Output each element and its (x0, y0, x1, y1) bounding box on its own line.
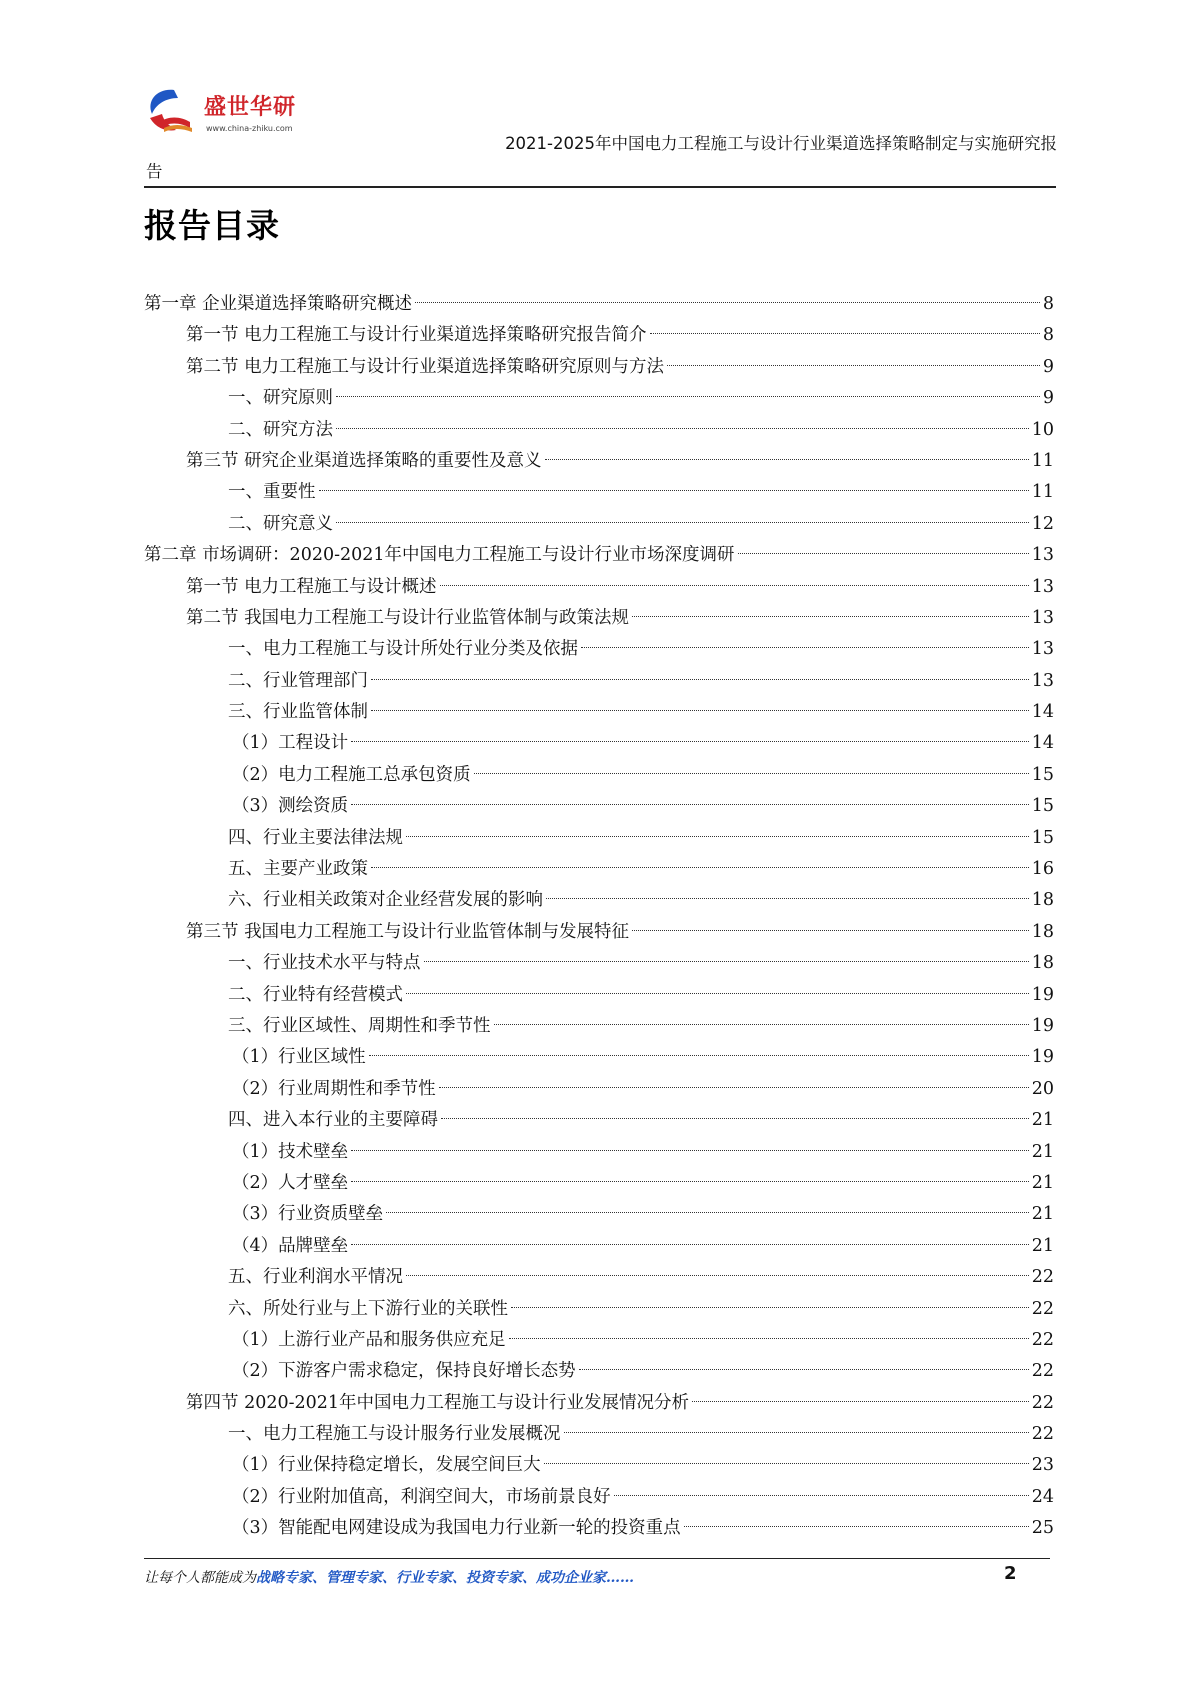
toc-dot-leader (336, 428, 1029, 429)
toc-entry[interactable] (144, 1168, 1054, 1199)
toc-entry-label: 一、电力工程施工与设计所处行业分类及依据 (228, 639, 578, 660)
toc-entry[interactable] (144, 885, 1054, 916)
toc-dot-leader (546, 898, 1029, 899)
toc-entry-label: 五、主要产业政策 (228, 859, 368, 880)
toc-entry-page: 22 (1031, 1329, 1054, 1350)
toc-dot-leader (509, 1338, 1029, 1339)
toc-entry-page: 9 (1042, 388, 1054, 409)
toc-entry-page: 20 (1031, 1078, 1054, 1099)
toc-dot-leader (684, 1526, 1029, 1527)
toc-entry-label: （2）人才壁垒 (232, 1172, 349, 1193)
toc-dot-leader (581, 647, 1029, 648)
toc-dot-leader (351, 804, 1029, 805)
report-title-continuation: 告 (146, 162, 163, 181)
toc-entry[interactable] (144, 509, 1054, 540)
toc-entry-label: 三、行业区域性、周期性和季节性 (228, 1015, 491, 1036)
toc-dot-leader (579, 1369, 1029, 1370)
toc-dot-leader (336, 396, 1040, 397)
toc-entry[interactable] (144, 320, 1054, 351)
toc-entry[interactable] (144, 383, 1054, 414)
toc-entry-page: 15 (1031, 796, 1054, 817)
report-title: 2021-2025年中国电力工程施工与设计行业渠道选择策略制定与实施研究报 (505, 134, 1057, 153)
toc-entry-page: 18 (1031, 921, 1054, 942)
footer-tagline-prefix: 让每个人都能成为 (144, 1570, 256, 1586)
toc-entry[interactable] (144, 352, 1054, 383)
toc-entry-label: （1）工程设计 (232, 733, 349, 754)
toc-entry[interactable] (144, 1325, 1054, 1356)
toc-entry-page: 21 (1031, 1141, 1054, 1162)
toc-entry[interactable] (144, 760, 1054, 791)
toc-entry-label: 第四节 2020-2021年中国电力工程施工与设计行业发展情况分析 (186, 1392, 690, 1413)
toc-entry-label: 第二节 电力工程施工与设计行业渠道选择策略研究原则与方法 (186, 356, 665, 377)
toc-entry-page: 19 (1031, 1047, 1054, 1068)
toc-entry-page: 16 (1031, 859, 1054, 880)
logo-book-swirl-icon (144, 84, 204, 140)
toc-entry[interactable] (144, 1137, 1054, 1168)
toc-dot-leader (441, 1118, 1029, 1119)
toc-entry-page: 22 (1031, 1267, 1054, 1288)
toc-entry-label: （2）行业周期性和季节性 (232, 1078, 436, 1099)
toc-entry-label: 第一节 电力工程施工与设计概述 (186, 576, 437, 597)
toc-entry-page: 13 (1031, 639, 1054, 660)
toc-entry-label: 第二章 市场调研：2020-2021年中国电力工程施工与设计行业市场深度调研 (144, 545, 735, 566)
toc-entry[interactable] (144, 854, 1054, 885)
toc-entry[interactable] (144, 603, 1054, 634)
toc-entry-label: 二、研究意义 (228, 513, 333, 534)
toc-entry-page: 11 (1031, 450, 1054, 471)
toc-entry-label: （2）下游客户需求稳定，保持良好增长态势 (232, 1361, 576, 1382)
toc-entry[interactable] (144, 980, 1054, 1011)
toc-entry[interactable] (144, 1388, 1054, 1419)
toc-entry[interactable] (144, 1231, 1054, 1262)
toc-entry-page: 19 (1031, 984, 1054, 1005)
toc-entry-label: （3）测绘资质 (232, 796, 349, 817)
toc-entry[interactable] (144, 917, 1054, 948)
logo-name: 盛世华研 (204, 95, 297, 120)
toc-dot-leader (351, 1150, 1029, 1151)
toc-entry[interactable] (144, 1482, 1054, 1513)
toc-entry-page: 19 (1031, 1015, 1054, 1036)
page-heading: 报告目录 (144, 206, 280, 245)
toc-entry[interactable] (144, 572, 1054, 603)
toc-dot-leader (415, 302, 1040, 303)
toc-entry[interactable] (144, 477, 1054, 508)
toc-dot-leader (440, 585, 1029, 586)
toc-dot-leader (371, 679, 1029, 680)
toc-entry-label: （2）行业附加值高，利润空间大，市场前景良好 (232, 1486, 611, 1507)
toc-dot-leader (336, 522, 1029, 523)
toc-entry-label: 一、行业技术水平与特点 (228, 953, 421, 974)
toc-entry[interactable] (144, 1042, 1054, 1073)
toc-entry-label: 第三节 研究企业渠道选择策略的重要性及意义 (186, 450, 542, 471)
toc-dot-leader (511, 1307, 1029, 1308)
toc-dot-leader (386, 1212, 1029, 1213)
toc-entry[interactable] (144, 1074, 1054, 1105)
toc-entry[interactable] (144, 1105, 1054, 1136)
toc-entry-page: 22 (1031, 1392, 1054, 1413)
toc-entry-label: 四、行业主要法律法规 (228, 827, 403, 848)
toc-entry[interactable] (144, 446, 1054, 477)
toc-dot-leader (351, 741, 1029, 742)
page-number: 2 (1004, 1563, 1017, 1584)
toc-entry-label: 二、行业管理部门 (228, 670, 368, 691)
toc-entry[interactable] (144, 634, 1054, 665)
header-divider (144, 186, 1056, 188)
company-logo (144, 84, 314, 144)
toc-entry[interactable] (144, 697, 1054, 728)
toc-entry-page: 22 (1031, 1361, 1054, 1382)
toc-entry-page: 18 (1031, 953, 1054, 974)
toc-entry-label: 二、研究方法 (228, 419, 333, 440)
toc-entry[interactable] (144, 1294, 1054, 1325)
toc-entry[interactable] (144, 540, 1054, 571)
toc-entry-label: 二、行业特有经营模式 (228, 984, 403, 1005)
toc-entry-page: 21 (1031, 1235, 1054, 1256)
toc-dot-leader (738, 553, 1029, 554)
toc-entry-page: 9 (1042, 356, 1054, 377)
toc-entry[interactable] (144, 289, 1054, 320)
toc-entry-page: 15 (1031, 764, 1054, 785)
toc-entry-page: 21 (1031, 1204, 1054, 1225)
footer-tagline (144, 1567, 634, 1587)
toc-dot-leader (632, 616, 1029, 617)
toc-dot-leader (319, 490, 1029, 491)
toc-entry-label: 第一章 企业渠道选择策略研究概述 (144, 294, 413, 314)
toc-dot-leader (692, 1401, 1029, 1402)
toc-entry-label: 一、研究原则 (228, 388, 333, 409)
toc-entry-label: 三、行业监管体制 (228, 702, 368, 723)
toc-dot-leader (406, 993, 1029, 994)
toc-entry-page: 15 (1031, 827, 1054, 848)
toc-dot-leader (371, 710, 1029, 711)
toc-entry-label: 五、行业利润水平情况 (228, 1267, 403, 1288)
toc-entry[interactable] (144, 1450, 1054, 1481)
toc-entry-page: 13 (1031, 545, 1054, 566)
toc-entry[interactable] (144, 791, 1054, 822)
table-of-contents (144, 289, 1054, 1545)
toc-dot-leader (406, 1275, 1029, 1276)
toc-dot-leader (650, 333, 1040, 334)
toc-entry-page: 13 (1031, 576, 1054, 597)
toc-entry-page: 13 (1031, 670, 1054, 691)
toc-entry-page: 21 (1031, 1110, 1054, 1131)
toc-entry-label: （2）电力工程施工总承包资质 (232, 764, 471, 785)
toc-entry[interactable] (144, 948, 1054, 979)
toc-entry-page: 22 (1031, 1424, 1054, 1445)
toc-dot-leader (351, 1244, 1029, 1245)
toc-entry-label: 六、所处行业与上下游行业的关联性 (228, 1298, 508, 1319)
toc-entry-label: （1）上游行业产品和服务供应充足 (232, 1329, 506, 1350)
toc-entry-page: 8 (1042, 294, 1054, 314)
toc-dot-leader (406, 836, 1029, 837)
toc-entry-label: 一、重要性 (228, 482, 316, 503)
toc-entry[interactable] (144, 1356, 1054, 1387)
toc-entry-page: 14 (1031, 702, 1054, 723)
toc-entry[interactable] (144, 1011, 1054, 1042)
toc-entry[interactable] (144, 666, 1054, 697)
toc-entry-page: 13 (1031, 607, 1054, 628)
toc-entry-page: 18 (1031, 890, 1054, 911)
toc-entry-label: （4）品牌壁垒 (232, 1235, 349, 1256)
toc-entry-page: 14 (1031, 733, 1054, 754)
toc-dot-leader (351, 1181, 1029, 1182)
toc-entry-label: 第二节 我国电力工程施工与设计行业监管体制与政策法规 (186, 607, 630, 628)
toc-dot-leader (545, 459, 1029, 460)
toc-entry[interactable] (144, 823, 1054, 854)
toc-entry-label: 一、电力工程施工与设计服务行业发展概况 (228, 1424, 561, 1445)
toc-dot-leader (439, 1087, 1029, 1088)
toc-dot-leader (474, 773, 1029, 774)
toc-entry-page: 8 (1042, 325, 1054, 346)
toc-entry-label: 第一节 电力工程施工与设计行业渠道选择策略研究报告简介 (186, 325, 647, 346)
toc-dot-leader (667, 365, 1040, 366)
toc-entry[interactable] (144, 1419, 1054, 1450)
toc-entry-page: 25 (1031, 1518, 1054, 1539)
toc-dot-leader (424, 961, 1029, 962)
toc-dot-leader (632, 930, 1029, 931)
toc-entry[interactable] (144, 1513, 1054, 1544)
toc-entry-page: 12 (1031, 513, 1054, 534)
toc-entry-page: 11 (1031, 482, 1054, 503)
toc-entry-label: （3）智能配电网建设成为我国电力行业新一轮的投资重点 (232, 1518, 681, 1539)
footer-tagline-emphasis: 战略专家、管理专家、行业专家、投资专家、成功企业家…… (256, 1570, 634, 1586)
logo-url: www.china-zhiku.com (206, 124, 293, 133)
toc-dot-leader (564, 1432, 1029, 1433)
toc-entry[interactable] (144, 415, 1054, 446)
toc-dot-leader (614, 1495, 1029, 1496)
toc-entry[interactable] (144, 1262, 1054, 1293)
toc-entry-page: 23 (1031, 1455, 1054, 1476)
toc-entry-label: （3）行业资质壁垒 (232, 1204, 384, 1225)
toc-dot-leader (369, 1055, 1029, 1056)
toc-entry-label: （1）行业区域性 (232, 1047, 366, 1068)
toc-entry-page: 10 (1031, 419, 1054, 440)
toc-entry-page: 22 (1031, 1298, 1054, 1319)
toc-dot-leader (544, 1463, 1029, 1464)
toc-entry-label: 四、进入本行业的主要障碍 (228, 1110, 438, 1131)
toc-dot-leader (494, 1024, 1029, 1025)
toc-entry[interactable] (144, 1199, 1054, 1230)
toc-entry-label: 第三节 我国电力工程施工与设计行业监管体制与发展特征 (186, 921, 630, 942)
toc-entry-label: 六、行业相关政策对企业经营发展的影响 (228, 890, 543, 911)
toc-entry-label: （1）技术壁垒 (232, 1141, 349, 1162)
toc-dot-leader (371, 867, 1029, 868)
toc-entry-page: 24 (1031, 1486, 1054, 1507)
toc-entry[interactable] (144, 728, 1054, 759)
toc-entry-label: （1）行业保持稳定增长，发展空间巨大 (232, 1455, 541, 1476)
footer-divider (144, 1558, 1050, 1559)
toc-entry-page: 21 (1031, 1172, 1054, 1193)
